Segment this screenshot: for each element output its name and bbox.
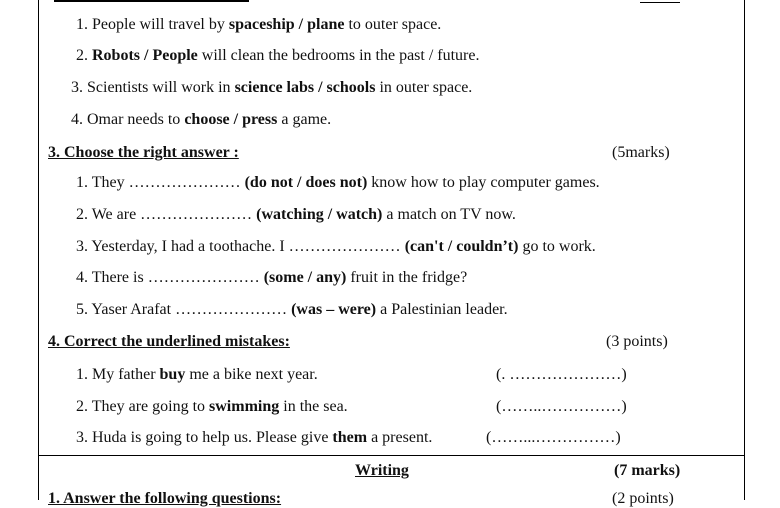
s4-item-1-post: me a bike next year. <box>185 366 318 383</box>
s3-item-4-post: fruit in the fridge? <box>346 269 468 286</box>
s4-answer-1: (. …………………) <box>496 366 627 383</box>
s2-item-4 <box>71 110 331 130</box>
s3-item-2-pre: 2. We are ………………… <box>76 206 257 223</box>
s2-item-3-pre: 3. Scientists will work in <box>71 79 235 96</box>
writing-q1-title: 1. Answer the following questions: <box>48 490 282 507</box>
s4-item-2 <box>76 397 348 417</box>
writing-q1-marks: (2 points) <box>612 490 674 507</box>
s3-item-1-pre: 1. They ………………… <box>76 174 245 191</box>
s3-item-2-post: a match on TV now. <box>382 206 516 223</box>
s4-item-1-pre: 1. My father <box>76 366 160 383</box>
s2-item-2-pre: 2. <box>76 47 92 64</box>
frame-right-border <box>744 0 745 500</box>
s2-item-4-post: a game. <box>277 111 332 128</box>
s2-item-4-choice: choose / press <box>184 111 278 128</box>
s3-item-1 <box>76 173 600 193</box>
writing-title: Writing <box>355 462 409 479</box>
s3-item-1-choice: (do not / does not) <box>244 174 368 191</box>
s3-item-4-choice: (some / any) <box>263 269 347 286</box>
s3-item-3-choice: (can't / couldn’t) <box>404 238 519 255</box>
s3-title: 3. Choose the right answer : <box>48 144 239 161</box>
s4-item-3-post: a present. <box>367 429 433 446</box>
s4-item-1 <box>76 365 318 385</box>
s2-item-1-post: to outer space. <box>344 16 442 33</box>
s3-item-5-post: a Palestinian leader. <box>376 301 508 318</box>
s3-item-2 <box>76 205 516 225</box>
s2-item-4-pre: 4. Omar needs to <box>71 111 185 128</box>
s4-item-2-post: in the sea. <box>279 398 348 415</box>
s3-item-4 <box>76 268 467 288</box>
s3-item-2-choice: (watching / watch) <box>256 206 383 223</box>
top-marks-fragment <box>640 0 680 3</box>
s4-item-3-pre: 3. Huda is going to help us. Please give <box>76 429 333 446</box>
frame-left-border <box>38 0 39 500</box>
s3-item-3-pre: 3. Yesterday, I had a toothache. I ………………… <box>76 238 405 255</box>
s2-item-2-choice: Robots / People <box>92 47 198 64</box>
s4-marks: (3 points) <box>606 333 668 350</box>
writing-marks: (7 marks) <box>614 462 681 479</box>
s3-item-5-choice: (was – were) <box>291 301 377 318</box>
s3-item-5 <box>76 300 508 320</box>
s3-item-5-pre: 5. Yaser Arafat ………………… <box>76 301 292 318</box>
s3-item-1-post: know how to play computer games. <box>367 174 600 191</box>
s3-item-3-post: go to work. <box>518 238 596 255</box>
s2-item-1 <box>76 15 441 35</box>
s3-item-3 <box>76 237 596 257</box>
s3-item-4-pre: 4. There is ………………… <box>76 269 264 286</box>
s2-item-2-post: will clean the bedrooms in the past / future. <box>197 47 480 64</box>
s4-item-1-mistake: buy <box>159 366 186 383</box>
s4-item-2-mistake: swimming <box>209 398 280 415</box>
s2-item-2 <box>76 46 479 66</box>
s2-item-3-choice: science labs / schools <box>234 79 376 96</box>
s4-answer-2: (……..……………) <box>496 398 627 415</box>
s4-item-3 <box>76 428 432 448</box>
s2-item-1-choice: spaceship / plane <box>228 16 345 33</box>
s2-item-1-pre: 1. People will travel by <box>76 16 229 33</box>
s2-item-3 <box>71 78 472 98</box>
s3-marks: (5marks) <box>612 144 670 161</box>
s4-title: 4. Correct the underlined mistakes: <box>48 333 290 350</box>
section-divider <box>38 455 744 456</box>
s4-answer-3: (……...……………) <box>486 429 621 446</box>
s2-item-3-post: in outer space. <box>375 79 473 96</box>
top-underline <box>54 0 249 3</box>
s4-item-3-mistake: them <box>332 429 368 446</box>
s4-item-2-pre: 2. They are going to <box>76 398 210 415</box>
